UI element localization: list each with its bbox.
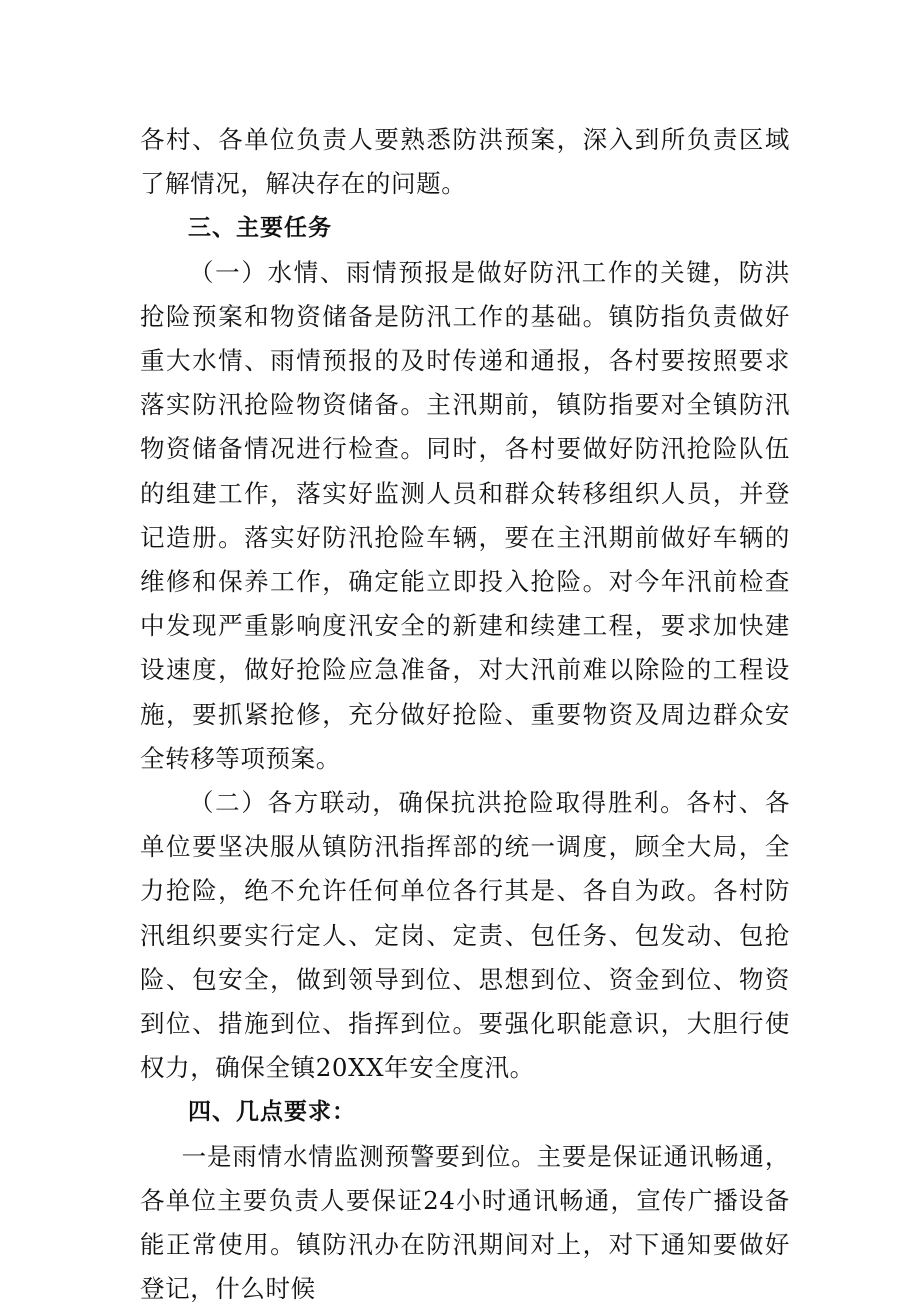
paragraph-intro: 各村、各单位负责人要熟悉防洪预案，深入到所负责区域了解情况，解决存在的问题。 bbox=[140, 125, 790, 199]
paragraph-task-2: （二）各方联动，确保抗洪抢险取得胜利。各村、各单位要坚决服从镇防汛指挥部的统一调度，顾全大局，全力抢险，绝不允许任何单位各行其是、各自为政。各村防汛组织要实行定人、定岗、定责、包任务、包发动、包抢险、包安全，做到领导到位、思想到位、资金到位、物资到位、措施到位、指挥到位。要强化职能意识，大胆行使权力，确保全镇20XX年安全度汛。 bbox=[140, 788, 790, 1083]
paragraph-task-1: （一）水情、雨情预报是做好防汛工作的关键，防洪抢险预案和物资储备是防汛工作的基础。镇防指负责做好重大水情、雨情预报的及时传递和通报，各村要按照要求落实防汛抢险物资储备。主汛期前，镇防指要对全镇防汛物资储备情况进行检查。同时，各村要做好防汛抢险队伍的组建工作，落实好监测人员和群众转移组织人员，并登记造册。落实好防汛抢险车辆，要在主汛期前做好车辆的维修和保养工作，确定能立即投入抢险。对今年汛前检查中发现严重影响度汛安全的新建和续建工程，要求加快建设速度，做好抢险应急准备，对大汛前难以除险的工程设施，要抓紧抢修，充分做好抢险、重要物资及周边群众安全转移等项预案。 bbox=[140, 257, 790, 773]
document-body bbox=[140, 118, 790, 1311]
section-heading-requirements: 四、几点要求： bbox=[188, 1099, 356, 1126]
section-heading-main-tasks: 三、主要任务 bbox=[188, 215, 332, 242]
paragraph-requirement-1: 一是雨情水情监测预警要到位。主要是保证通讯畅通，各单位主要负责人要保证24小时通讯畅通，宣传广播设备能正常使用。镇防汛办在防汛期间对上，对下通知要做好登记，什么时候 bbox=[140, 1141, 790, 1304]
